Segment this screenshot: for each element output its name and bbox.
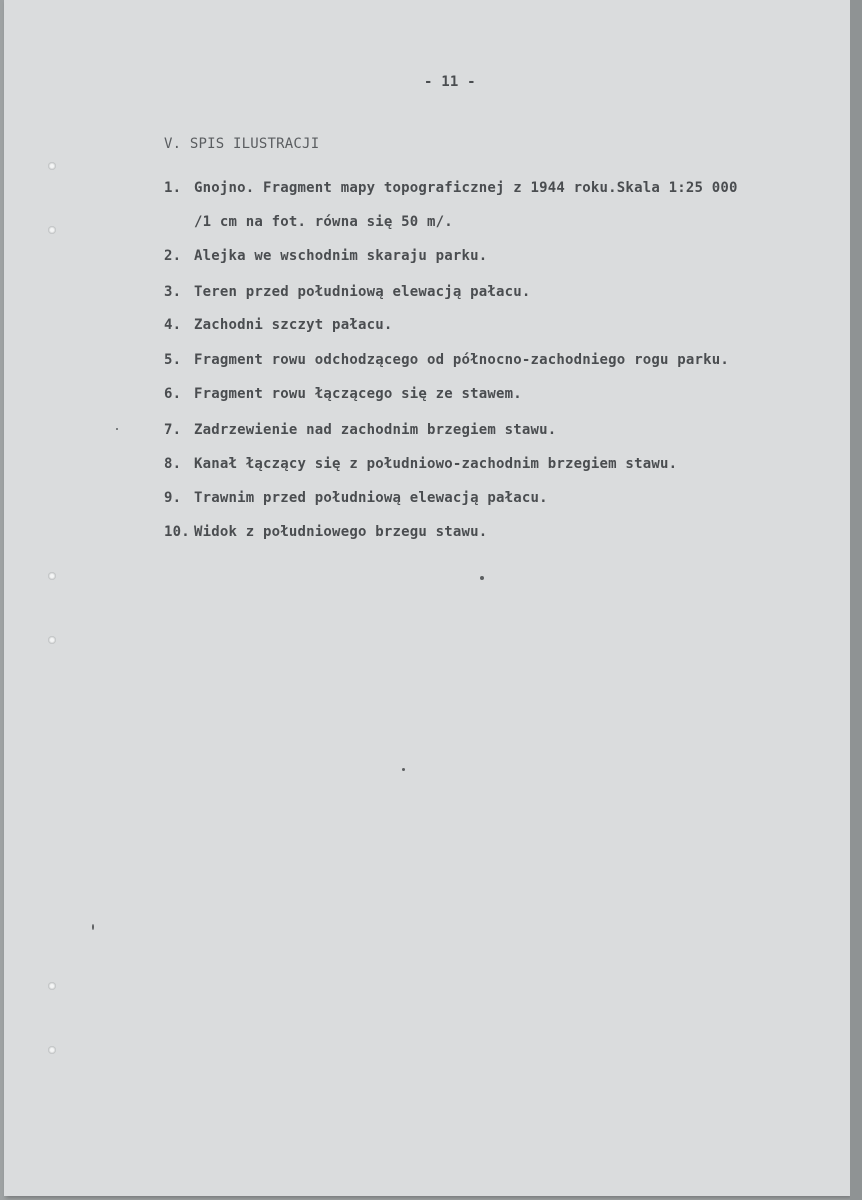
item-number: 6. [164, 386, 182, 402]
item-number: 9. [164, 490, 182, 506]
paper-speck [92, 924, 94, 930]
item-number: 5. [164, 352, 182, 368]
punch-hole [48, 982, 56, 990]
item-text: Teren przed południową elewacją pałacu. [194, 284, 531, 300]
paper-speck [402, 768, 405, 771]
list-item [164, 248, 487, 264]
item-number: 8. [164, 456, 182, 472]
punch-hole [48, 1046, 56, 1054]
punch-hole [48, 572, 56, 580]
item-text: Zachodni szczyt pałacu. [194, 317, 393, 333]
list-item [164, 490, 548, 506]
item-text: Trawnim przed południową elewacją pałacu. [194, 490, 548, 506]
list-item [164, 456, 677, 472]
paper-speck [116, 428, 118, 430]
list-item [164, 180, 738, 196]
item-number: 7. [164, 422, 182, 438]
punch-hole [48, 226, 56, 234]
item-number: 4. [164, 317, 182, 333]
scanner-background-edge [850, 0, 862, 1200]
list-item [164, 524, 487, 540]
item-number: 10. [164, 524, 190, 540]
list-item-continuation: /1 cm na fot. równa się 50 m/. [194, 214, 453, 230]
list-item [164, 317, 392, 333]
punch-hole [48, 162, 56, 170]
item-number: 1. [164, 180, 182, 196]
page-number: - 11 - [424, 74, 476, 90]
list-item [164, 352, 729, 368]
item-number: 3. [164, 284, 182, 300]
list-item [164, 284, 531, 300]
item-number: 2. [164, 248, 182, 264]
item-text: Fragment rowu łączącego się ze stawem. [194, 386, 522, 402]
paper-speck [480, 576, 484, 580]
item-text: Alejka we wschodnim skaraju parku. [194, 248, 488, 264]
typed-page [4, 0, 850, 1196]
item-text: Kanał łączący się z południowo-zachodnim brzegiem stawu. [194, 456, 678, 472]
section-title: V. SPIS ILUSTRACJI [164, 136, 320, 152]
punch-hole [48, 636, 56, 644]
item-text: Widok z południowego brzegu stawu. [194, 524, 488, 540]
item-text: Fragment rowu odchodzącego od północno-zachodniego rogu parku. [194, 352, 729, 368]
item-text: Gnojno. Fragment mapy topograficznej z 1944 roku.Skala 1:25 000 [194, 180, 738, 196]
item-text: Zadrzewienie nad zachodnim brzegiem stawu. [194, 422, 557, 438]
list-item [164, 386, 522, 402]
list-item [164, 422, 556, 438]
